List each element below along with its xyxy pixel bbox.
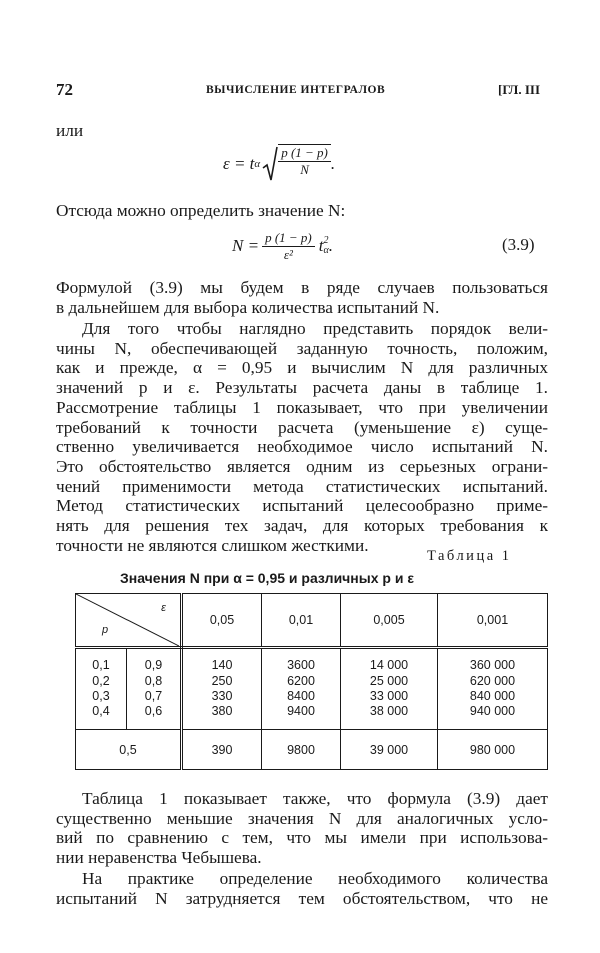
table-value: 840 000	[469, 689, 516, 703]
corner-p: p	[102, 624, 109, 636]
table-caption: Значения N при α = 0,95 и различных p и ε	[120, 570, 414, 586]
paragraph-line: испытаний N затрудняется тем обстоятельством, что не	[56, 888, 548, 908]
paragraph-line: Это обстоятельство является одним из серьезных ограни-	[56, 456, 548, 476]
paragraph-line: чений применимости метода статистических испытаний.	[56, 476, 548, 496]
table-value: 940 000	[469, 704, 516, 719]
value-column-cell	[262, 648, 341, 730]
table-value: 9400	[287, 704, 315, 719]
table-value: 3600	[287, 658, 315, 673]
paragraph-line: точности не являются слишком жесткими.	[56, 535, 369, 555]
table-value: 390	[182, 730, 262, 770]
table-value: 330	[211, 689, 233, 703]
p-right-cell	[127, 648, 182, 730]
table-label: Таблица 1	[427, 548, 512, 564]
page-number: 72	[56, 80, 73, 99]
paragraph-1	[56, 278, 548, 317]
table-value: 39 000	[341, 730, 438, 770]
paragraph-line: как и прежде, α = 0,95 и вычислим N для различных	[56, 358, 548, 378]
paragraph-line: требований к точности расчета (уменьшение ε) суще-	[56, 417, 548, 437]
table-value: 33 000	[369, 689, 409, 703]
table-value: 0,2	[92, 673, 110, 688]
paragraph-line: чины N, обеспечивающей заданную точность, положим,	[56, 338, 548, 358]
table-value: 980 000	[438, 730, 548, 770]
table-value: 360 000	[469, 658, 516, 673]
formula-epsilon	[223, 144, 335, 184]
table-value: 0,3	[92, 689, 110, 703]
table-value: 8400	[287, 689, 315, 703]
table-value: 38 000	[369, 704, 409, 719]
table-value: 25 000	[369, 673, 409, 688]
paragraph-line: Для того чтобы наглядно представить порядок вели-	[82, 319, 548, 338]
eps-header-cell: 0,05	[182, 594, 262, 648]
table-value: 250	[211, 673, 233, 688]
formula-n-sub: α	[323, 245, 329, 256]
formula-n-fraction	[262, 230, 315, 263]
paragraph-line: значений p и ε. Результаты расчета даны в таблице 1.	[56, 378, 548, 398]
formula-epsilon-denominator: N	[300, 162, 309, 177]
chapter-marker: [ГЛ. III	[498, 82, 541, 97]
table-value: 0,8	[144, 673, 163, 688]
table-value: 140	[211, 658, 233, 673]
paragraph-line: вий по сравнению с тем, что мы имели при использова-	[56, 828, 548, 848]
word-ili: или	[56, 121, 84, 140]
formula-epsilon-numerator: p (1 − p)	[278, 145, 331, 162]
paragraph-line: ственно увеличивается необходимое число испытаний N.	[56, 437, 548, 457]
formula-n-period: .	[328, 236, 333, 255]
paragraph-line: нии неравенства Чебышева.	[56, 848, 262, 868]
paragraph-line: Метод статистических испытаний целесообразно приме-	[56, 496, 548, 516]
formula-epsilon-sub: α	[254, 158, 261, 170]
table-last-row	[76, 730, 548, 770]
paragraph-line: в дальнейшем для выбора количества испытаний N.	[56, 297, 440, 317]
formula-epsilon-period: .	[330, 154, 336, 173]
eps-header-cell: 0,005	[341, 594, 438, 648]
paragraph-2	[56, 319, 548, 555]
table-value: 0,7	[144, 689, 163, 703]
eps-header-cell: 0,001	[438, 594, 548, 648]
formula-n-t: t	[318, 236, 324, 255]
formula-n-denominator: ε²	[283, 246, 293, 262]
table-value: 620 000	[469, 673, 516, 688]
p-half-cell: 0,5	[76, 730, 182, 770]
value-column-cell	[182, 648, 262, 730]
p-left-cell	[76, 648, 127, 730]
formula-n-lhs: N =	[232, 236, 260, 255]
table-value: 9800	[262, 730, 341, 770]
paragraph-line: Формулой (3.9) мы будем в ряде случаев пользоваться	[56, 278, 548, 297]
line-otsyuda: Отсюда можно определить значение N:	[56, 201, 346, 220]
formula-n-sup: 2	[323, 235, 329, 246]
corner-epsilon: ε	[161, 602, 166, 614]
running-title: ВЫЧИСЛЕНИЕ ИНТЕГРАЛОВ	[206, 84, 386, 96]
table-value: 14 000	[369, 658, 409, 673]
formula-epsilon-lhs: ε = t	[223, 154, 255, 173]
value-column-cell	[341, 648, 438, 730]
eps-header-cell: 0,01	[262, 594, 341, 648]
paragraph-line: нять для решения тех задач, для которых требования к	[56, 516, 548, 536]
table-value: 0,4	[92, 704, 110, 719]
table-value: 380	[211, 704, 233, 719]
table-header-row	[76, 594, 548, 648]
formula-n	[232, 226, 333, 266]
paragraph-3	[56, 789, 548, 868]
table-value: 0,1	[92, 658, 110, 673]
sqrt-sign	[262, 146, 278, 182]
paragraph-4	[56, 869, 548, 908]
table-value: 0,6	[144, 704, 163, 719]
paragraph-line: Рассмотрение таблицы 1 показывает, что при увеличении	[56, 397, 548, 417]
table-value: 0,9	[144, 658, 163, 673]
equation-number: (3.9)	[502, 235, 535, 254]
formula-n-numerator: p (1 − p)	[262, 230, 315, 247]
formula-epsilon-fraction	[278, 144, 331, 178]
table-corner-cell	[76, 594, 182, 648]
paragraph-line: Таблица 1 показывает также, что формула (3.9) дает	[82, 789, 548, 808]
value-column-cell	[438, 648, 548, 730]
paragraph-line: На практике определение необходимого количества	[82, 869, 548, 888]
table-value: 6200	[287, 673, 315, 688]
data-table	[75, 593, 548, 770]
paragraph-line: существенно меньшие значения N для аналогичных усло-	[56, 808, 548, 828]
table-data-row	[76, 648, 548, 730]
